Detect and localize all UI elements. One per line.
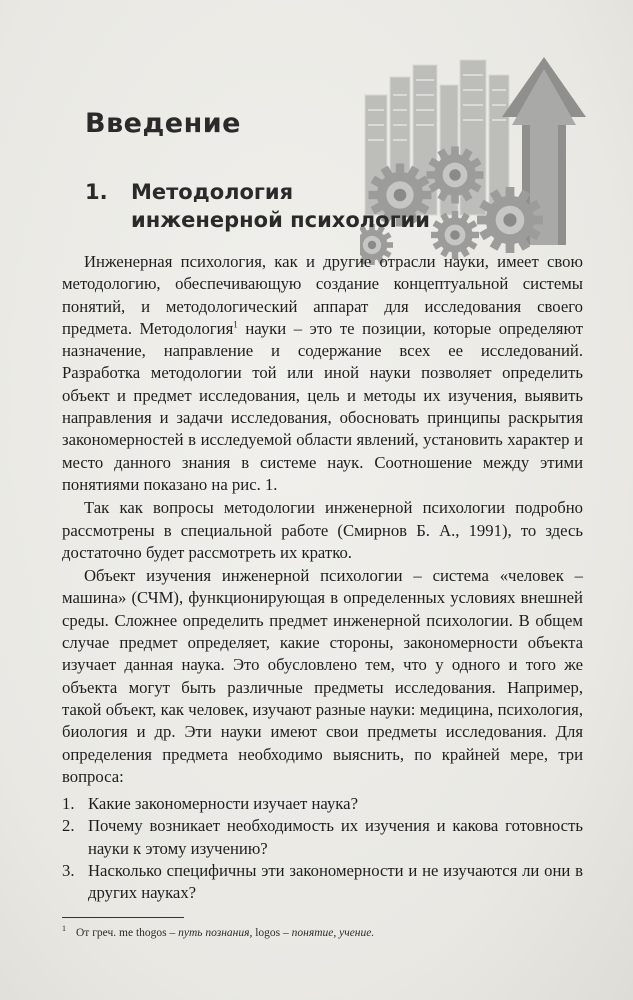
section-number: 1. xyxy=(85,180,108,204)
body-text xyxy=(62,251,583,905)
paragraph-1-start: Инженерная психология, как и другие отрасли науки, имеет свою методологию, обеспечивающую создание концептуальной системы понятий, и методологический аппарат для исследования своего предмета. Методология xyxy=(62,252,583,338)
footnote-mid: logos – xyxy=(252,926,292,939)
questions-list xyxy=(62,793,583,904)
paragraph-1-end: науки – это те позиции, которые определяют назначение, направление и содержание всех ее исследований. Разработка методологии той или иной науки позволяет определить объект и предмет исследования, цель и методы их изучения, выявить направления и задачи исследования, обосновать принципы раскрытия закономерностей в исследуемой области явлений, установить характер и место данного знания в системе наук. Соотношение между этими понятиями показано на рис. 1. xyxy=(62,318,583,494)
list-item-number: 3. xyxy=(62,861,75,881)
footnote-term-2: понятие, учение. xyxy=(291,926,375,939)
footnote xyxy=(62,922,582,940)
list-item-number: 2. xyxy=(62,816,75,836)
chapter-title: Введение xyxy=(85,108,241,139)
list-item xyxy=(62,815,583,860)
list-item-text: Насколько специфичны эти закономерности и не изучаются ли они в других науках? xyxy=(88,861,583,903)
footnote-lead: От греч. me thogos – xyxy=(76,926,179,939)
section-heading xyxy=(85,178,430,234)
list-item-text: Почему возникает необходимость их изучения и какова готовность науки к этому изучению? xyxy=(88,816,583,858)
section-title-line1: Методология xyxy=(131,180,294,204)
footnote-reference: 1 xyxy=(233,319,238,330)
footnote-divider xyxy=(62,917,184,918)
footnote-mark: 1 xyxy=(62,924,66,933)
paragraph-1 xyxy=(62,251,583,496)
list-item-text: Какие закономерности изучает наука? xyxy=(88,794,358,814)
footnote-term-1: путь познания, xyxy=(178,926,253,939)
list-item xyxy=(62,860,583,905)
paragraph-3: Объект изучения инженерной психологии – система «человек – машина» (СЧМ), функционирующая в определенных условиях внешней среды. Сложнее определить предмет инженерной психологии. В общем случае предмет определяет, какие стороны, закономерности объекта изучает данная наука. Это обусловлено тем, что у одного и того же объекта могут быть различные предметы исследования. Например, такой объект, как человек, изучают разные науки: медицина, психология, биология и др. Эти науки имеют свои предметы исследования. Для определения предмета необходимо выяснить, по крайней мере, три вопроса: xyxy=(62,566,583,786)
paragraph-2: Так как вопросы методологии инженерной психологии подробно рассмотрены в специальной работе (Смирнов Б. А., 1991), то здесь достаточно будет рассмотреть их кратко. xyxy=(62,498,583,562)
list-item-number: 1. xyxy=(62,794,75,814)
list-item xyxy=(62,793,583,815)
section-title-line2: инженерной психологии xyxy=(131,208,430,232)
